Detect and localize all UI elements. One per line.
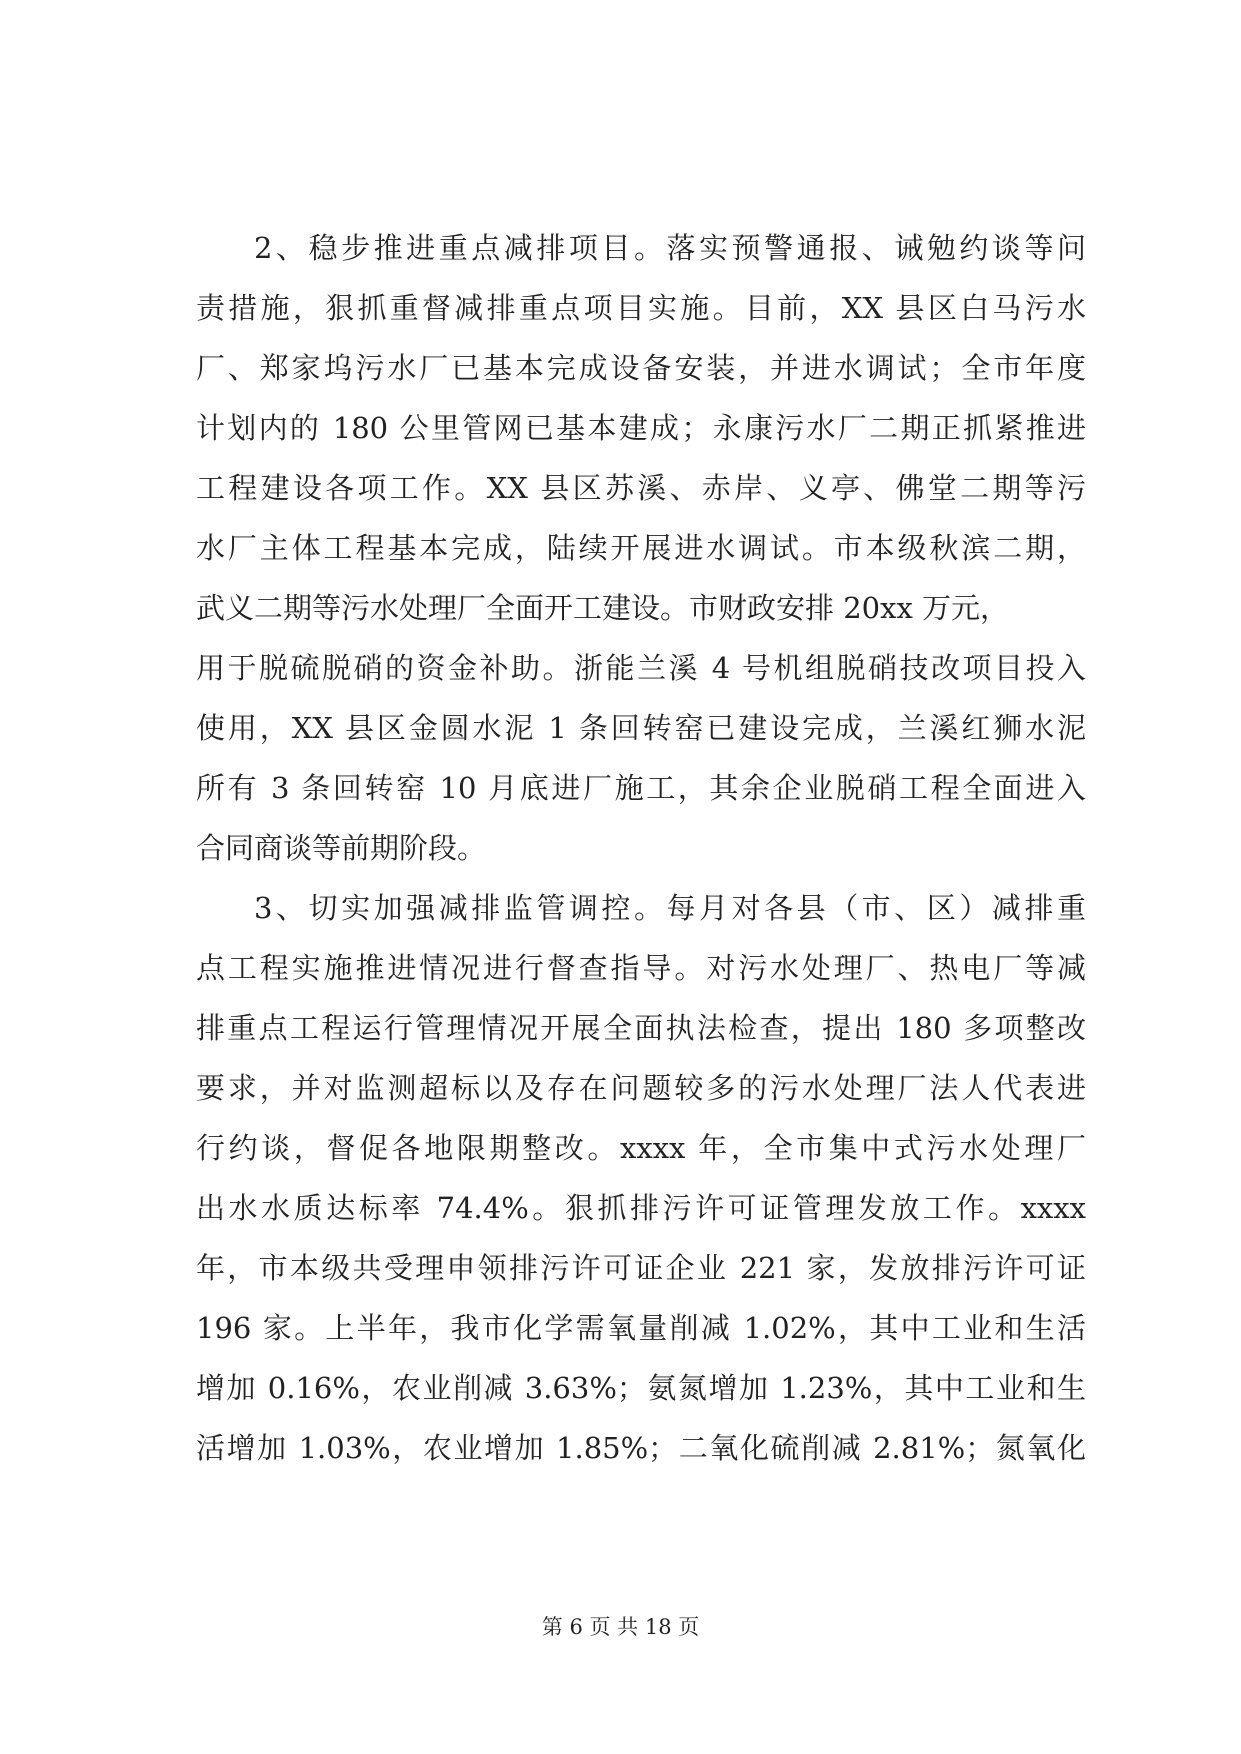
text-line: 增加 0.16%，农业削减 3.63%；氨氮增加 1.23%，其中工业和生 xyxy=(196,1371,1086,1405)
page-footer: 第 6 页 共 18 页 xyxy=(541,1615,700,1639)
text-line: 所有 3 条回转窑 10 月底进厂施工，其余企业脱硝工程全面进入 xyxy=(196,771,1086,805)
text-line: 武义二期等污水处理厂全面开工建设。市财政安排 20xx 万元， xyxy=(196,591,1010,625)
paragraph-1 xyxy=(196,218,1086,878)
paragraph-2 xyxy=(196,878,1086,1478)
document-body xyxy=(196,218,1086,1478)
text-line: 出水水质达标率 74.4%。狠抓排污许可证管理发放工作。xxxx xyxy=(196,1191,1086,1225)
text-line: 活增加 1.03%，农业增加 1.85%；二氧化硫削减 2.81%；氮氧化 xyxy=(196,1431,1086,1465)
text-line: 使用，XX 县区金圆水泥 1 条回转窑已建设完成，兰溪红狮水泥 xyxy=(196,711,1086,745)
text-line: 3、切实加强减排监管调控。每月对各县（市、区）减排重 xyxy=(254,891,1086,925)
text-line: 用于脱硫脱硝的资金补助。浙能兰溪 4 号机组脱硝技改项目投入 xyxy=(196,651,1086,685)
text-line: 工程建设各项工作。XX 县区苏溪、赤岸、义亭、佛堂二期等污 xyxy=(196,471,1086,505)
text-line: 排重点工程运行管理情况开展全面执法检查，提出 180 多项整改 xyxy=(196,1011,1086,1045)
text-line: 计划内的 180 公里管网已基本建成；永康污水厂二期正抓紧推进 xyxy=(196,411,1086,445)
text-line: 要求，并对监测超标以及存在问题较多的污水处理厂法人代表进 xyxy=(196,1071,1086,1105)
text-line: 合同商谈等前期阶段。 xyxy=(196,831,487,865)
text-line: 2、稳步推进重点减排项目。落实预警通报、诫勉约谈等问 xyxy=(254,231,1086,265)
text-line: 年，市本级共受理申领排污许可证企业 221 家，发放排污许可证 xyxy=(196,1251,1086,1285)
text-line: 行约谈，督促各地限期整改。xxxx 年，全市集中式污水处理厂 xyxy=(196,1131,1086,1165)
text-line: 196 家。上半年，我市化学需氧量削减 1.02%，其中工业和生活 xyxy=(196,1311,1086,1345)
text-line: 责措施，狠抓重督减排重点项目实施。目前，XX 县区白马污水 xyxy=(196,291,1086,325)
text-line: 厂、郑家坞污水厂已基本完成设备安装，并进水调试；全市年度 xyxy=(196,351,1086,385)
text-line: 水厂主体工程基本完成，陆续开展进水调试。市本级秋滨二期， xyxy=(196,531,1086,565)
text-line: 点工程实施推进情况进行督查指导。对污水处理厂、热电厂等减 xyxy=(196,951,1086,985)
